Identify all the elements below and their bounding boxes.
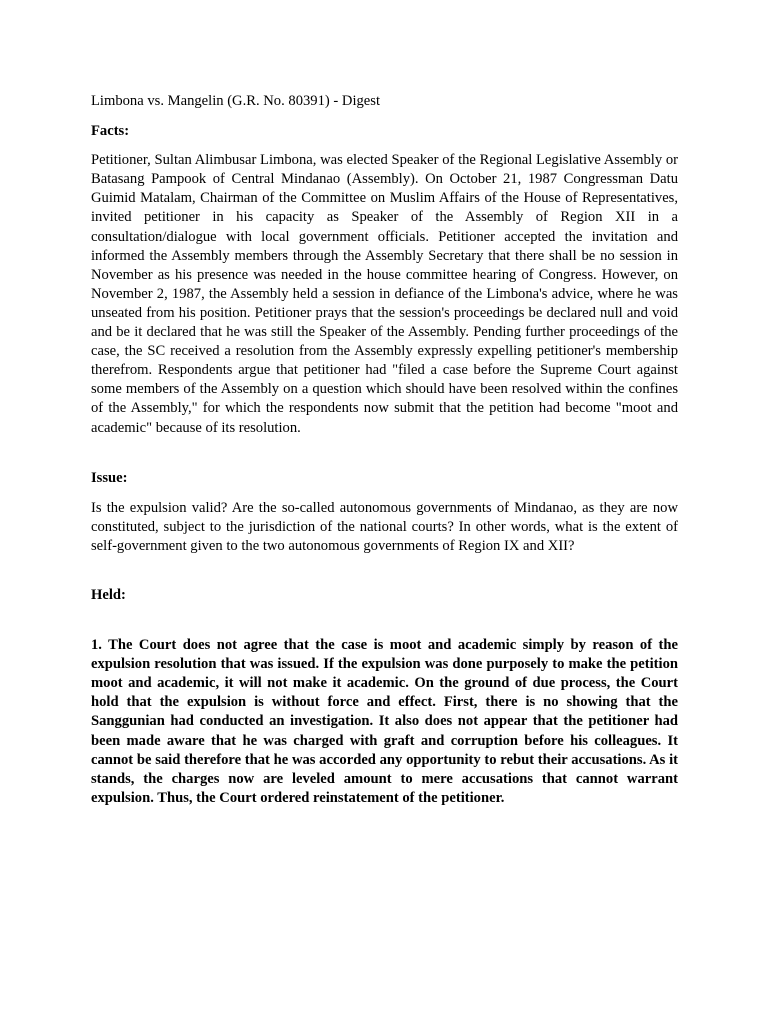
issue-heading: Issue: — [91, 469, 128, 486]
held-heading: Held: — [91, 586, 126, 603]
facts-heading: Facts: — [91, 123, 130, 140]
document-title: Limbona vs. Mangelin (G.R. No. 80391) - Digest — [91, 93, 381, 109]
held-paragraph: 1. The Court does not agree that the case is moot and academic simply by reason of the expulsion resolution that was issued. If the expulsion was done purposely to make the petition moot and academic, it will not make it academic. On the ground of due process, the Court hold that the expulsion is without force and effect. First, there is no showing that the Sanggunian had conducted an investigation. It also does not appear that the petitioner had been made aware that he was charged with graft and corruption before his colleagues. It cannot be said therefore that he was accorded any opportunity to rebut their accusations. As it stands, the charges now are leveled amount to mere accusations that cannot warrant expulsion. Thus, the Court ordered reinstatement of the petitioner. — [91, 637, 678, 806]
facts-paragraph: Petitioner, Sultan Alimbusar Limbona, was elected Speaker of the Regional Legislative Assembly or Batasang Pampook of Central Mindanao (Assembly). On October 21, 1987 Congressman Datu Guimid Matalam, Chairman of the Committee on Muslim Affairs of the House of Representatives, invited petitioner in his capacity as Speaker of the Assembly of Region XII in a consultation/dialogue with local government officials. Petitioner accepted the invitation and informed the Assembly members through the Assembly Secretary that there shall be no session in November as his presence was needed in the house committee hearing of Congress. However, on November 2, 1987, the Assembly held a session in defiance of the Limbona's advice, where he was unseated from his position. Petitioner prays that the session's proceedings be declared null and void and be it declared that he was still the Speaker of the Assembly. Pending further proceedings of the case, the SC received a resolution from the Assembly expressly expelling petitioner's membership therefrom. Respondents argue that petitioner had "filed a case before the Supreme Court against some members of the Assembly on a question which should have been resolved within the confines of the Assembly," for which the respondents now submit that the petition had become "moot and academic" because of its resolution. — [91, 152, 678, 436]
issue-paragraph: Is the expulsion valid? Are the so-called autonomous governments of Mindanao, as they are now constituted, subject to the jurisdiction of the national courts? In other words, what is the extent of self-government given to the two autonomous governments of Region IX and XII? — [91, 499, 678, 554]
document-content — [91, 92, 678, 808]
